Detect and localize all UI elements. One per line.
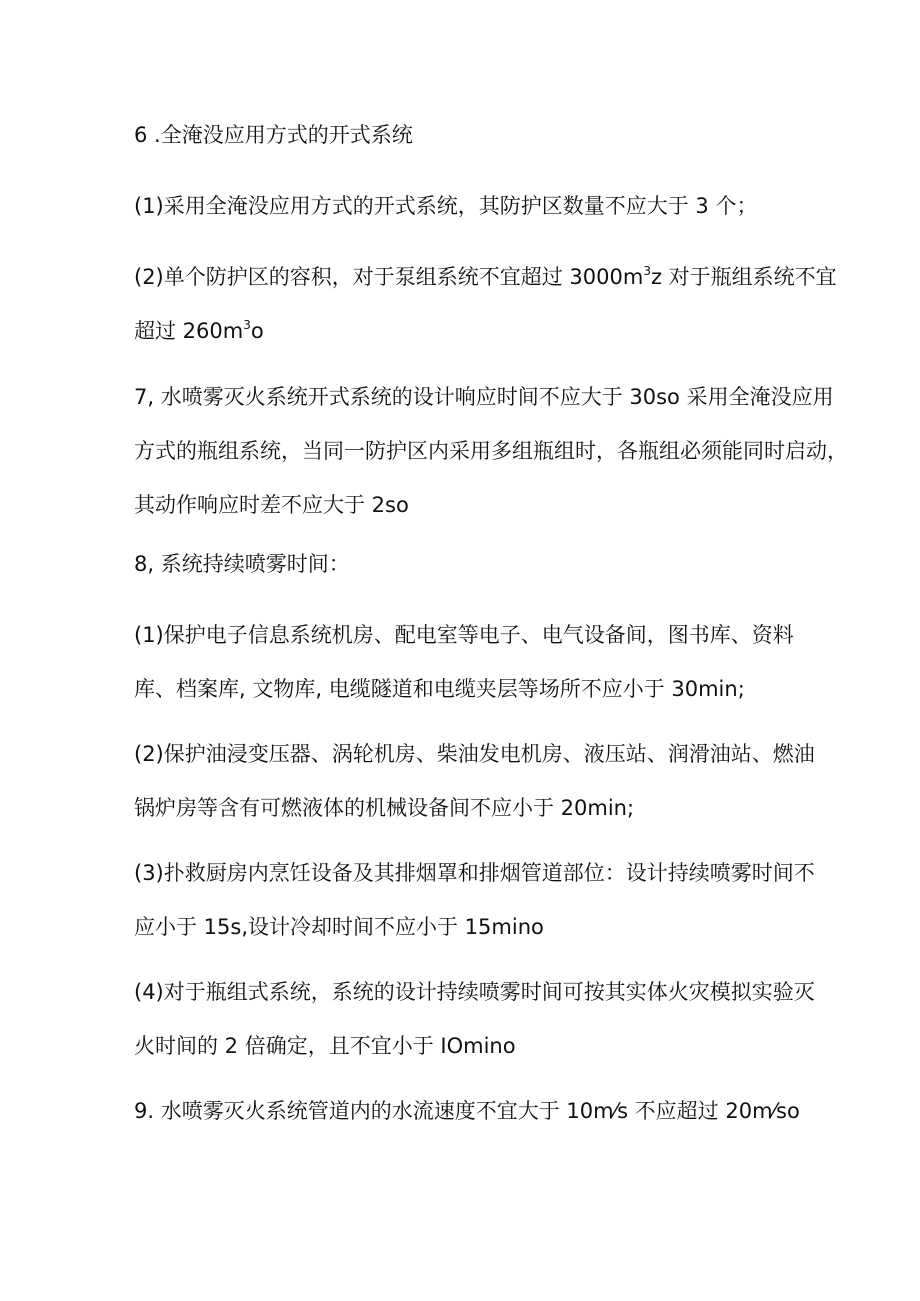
superscript: 3 [643, 264, 651, 278]
text-line: 7, 水喷雾灭火系统开式系统的设计响应时间不应大于 30so 采用全淹没应用 [134, 385, 834, 409]
section-9 [134, 1084, 814, 1138]
text-line [134, 250, 837, 304]
text-line: 方式的瓶组系统，当同一防护区内采用多组瓶组时，各瓶组必须能同时启动， [134, 439, 848, 463]
text-segment: z 对于瓶组系统不宜 [650, 265, 837, 289]
text-line: 9. 水喷雾灭火系统管道内的水流速度不宜大于 10m⁄s 不应超过 20m⁄so [134, 1099, 800, 1123]
text-line: (4)对于瓶组式系统，系统的设计持续喷雾时间可按其实体火灾模拟实验灭 [134, 980, 815, 1004]
superscript: 3 [243, 318, 251, 332]
section-heading-6 [134, 108, 814, 162]
text-line [134, 304, 814, 358]
paragraph-6-1 [134, 179, 814, 233]
paragraph-8-2 [134, 727, 814, 835]
text-line: 库、档案库, 文物库, 电缆隧道和电缆夹层等场所不应小于 30min; [134, 677, 745, 701]
section-heading-8 [134, 537, 814, 591]
text-line: (1)采用全淹没应用方式的开式系统，其防护区数量不应大于 3 个； [134, 194, 758, 218]
paragraph-8-3 [134, 846, 814, 954]
paragraph-8-4 [134, 965, 814, 1073]
text-line: 8, 系统持续喷雾时间： [134, 552, 350, 576]
text-line: 应小于 15s,设计冷却时间不应小于 15mino [134, 915, 544, 939]
text-line: 6 .全淹没应用方式的开式系统 [134, 123, 413, 147]
text-line: (1)保护电子信息系统机房、配电室等电子、电气设备间，图书库、资料 [134, 623, 794, 647]
section-7 [134, 370, 848, 532]
text-line: (3)扑救厨房内烹饪设备及其排烟罩和排烟管道部位：设计持续喷雾时间不 [134, 861, 815, 885]
paragraph-6-2 [134, 250, 837, 358]
text-line: (2)保护油浸变压器、涡轮机房、柴油发电机房、液压站、润滑油站、燃油 [134, 742, 815, 766]
text-line: 其动作响应时差不应大于 2so [134, 493, 409, 517]
text-segment: 超过 260m [134, 319, 244, 343]
text-line: 火时间的 2 倍确定，且不宜小于 IOmino [134, 1034, 516, 1058]
text-segment: o [250, 319, 264, 343]
paragraph-8-1 [134, 608, 814, 716]
text-segment: (2)单个防护区的容积，对于泵组系统不宜超过 3000m [134, 265, 644, 289]
text-line: 锅炉房等含有可燃液体的机械设备间不应小于 20min; [134, 796, 635, 820]
